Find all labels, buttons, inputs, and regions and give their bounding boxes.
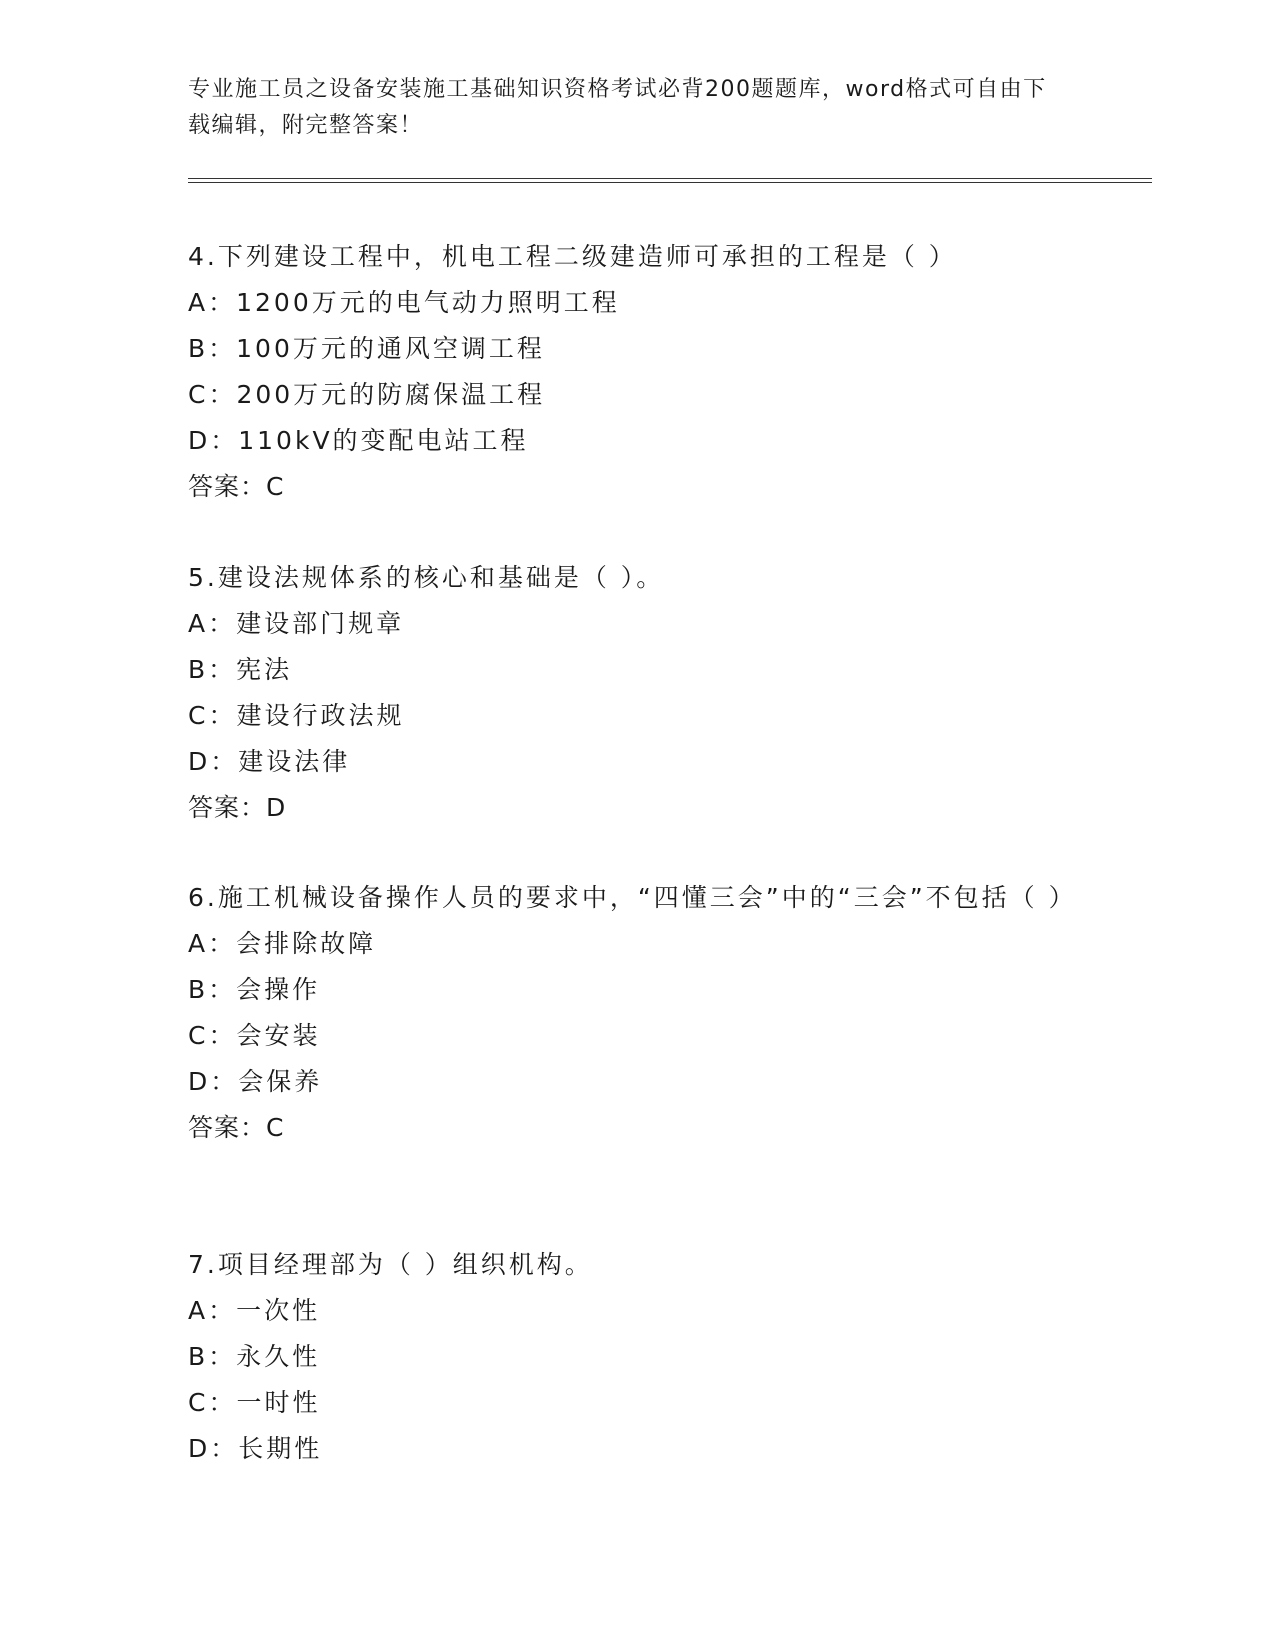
option-d: D：长期性 xyxy=(188,1434,323,1463)
option-a: A：一次性 xyxy=(188,1296,321,1325)
question-stem: 6.施工机械设备操作人员的要求中，“四懂三会”中的“三会”不包括（ ） xyxy=(188,883,1077,912)
document-header: 专业施工员之设备安装施工基础知识资格考试必背200题题库，word格式可自由下载编辑，附完整答案！ xyxy=(188,77,1047,138)
option-a: A：1200万元的电气动力照明工程 xyxy=(188,288,620,317)
header-divider-top xyxy=(188,178,1152,179)
option-c: C：一时性 xyxy=(188,1388,321,1417)
question-block-4 xyxy=(188,234,1088,510)
option-d: D：会保养 xyxy=(188,1067,323,1096)
option-b: B：宪法 xyxy=(188,655,293,684)
answer-line: 答案：D xyxy=(188,793,287,822)
option-c: C：200万元的防腐保温工程 xyxy=(188,380,546,409)
option-d: D：建设法律 xyxy=(188,747,351,776)
option-b: B：会操作 xyxy=(188,975,321,1004)
option-a: A：会排除故障 xyxy=(188,929,377,958)
answer-line: 答案：C xyxy=(188,472,285,501)
option-b: B：永久性 xyxy=(188,1342,321,1371)
question-stem: 4.下列建设工程中，机电工程二级建造师可承担的工程是（ ） xyxy=(188,242,957,271)
option-d: D：110kV的变配电站工程 xyxy=(188,426,529,455)
header-divider-bottom xyxy=(188,182,1152,183)
question-block-7 xyxy=(188,1242,1088,1472)
option-c: C：建设行政法规 xyxy=(188,701,405,730)
question-stem: 5.建设法规体系的核心和基础是（ ）。 xyxy=(188,563,665,592)
option-b: B：100万元的通风空调工程 xyxy=(188,334,545,363)
answer-line: 答案：C xyxy=(188,1113,285,1142)
option-c: C：会安装 xyxy=(188,1021,321,1050)
option-a: A：建设部门规章 xyxy=(188,609,405,638)
question-stem: 7.项目经理部为（ ）组织机构。 xyxy=(188,1250,593,1279)
question-block-5 xyxy=(188,555,1088,831)
question-block-6 xyxy=(188,875,1088,1151)
